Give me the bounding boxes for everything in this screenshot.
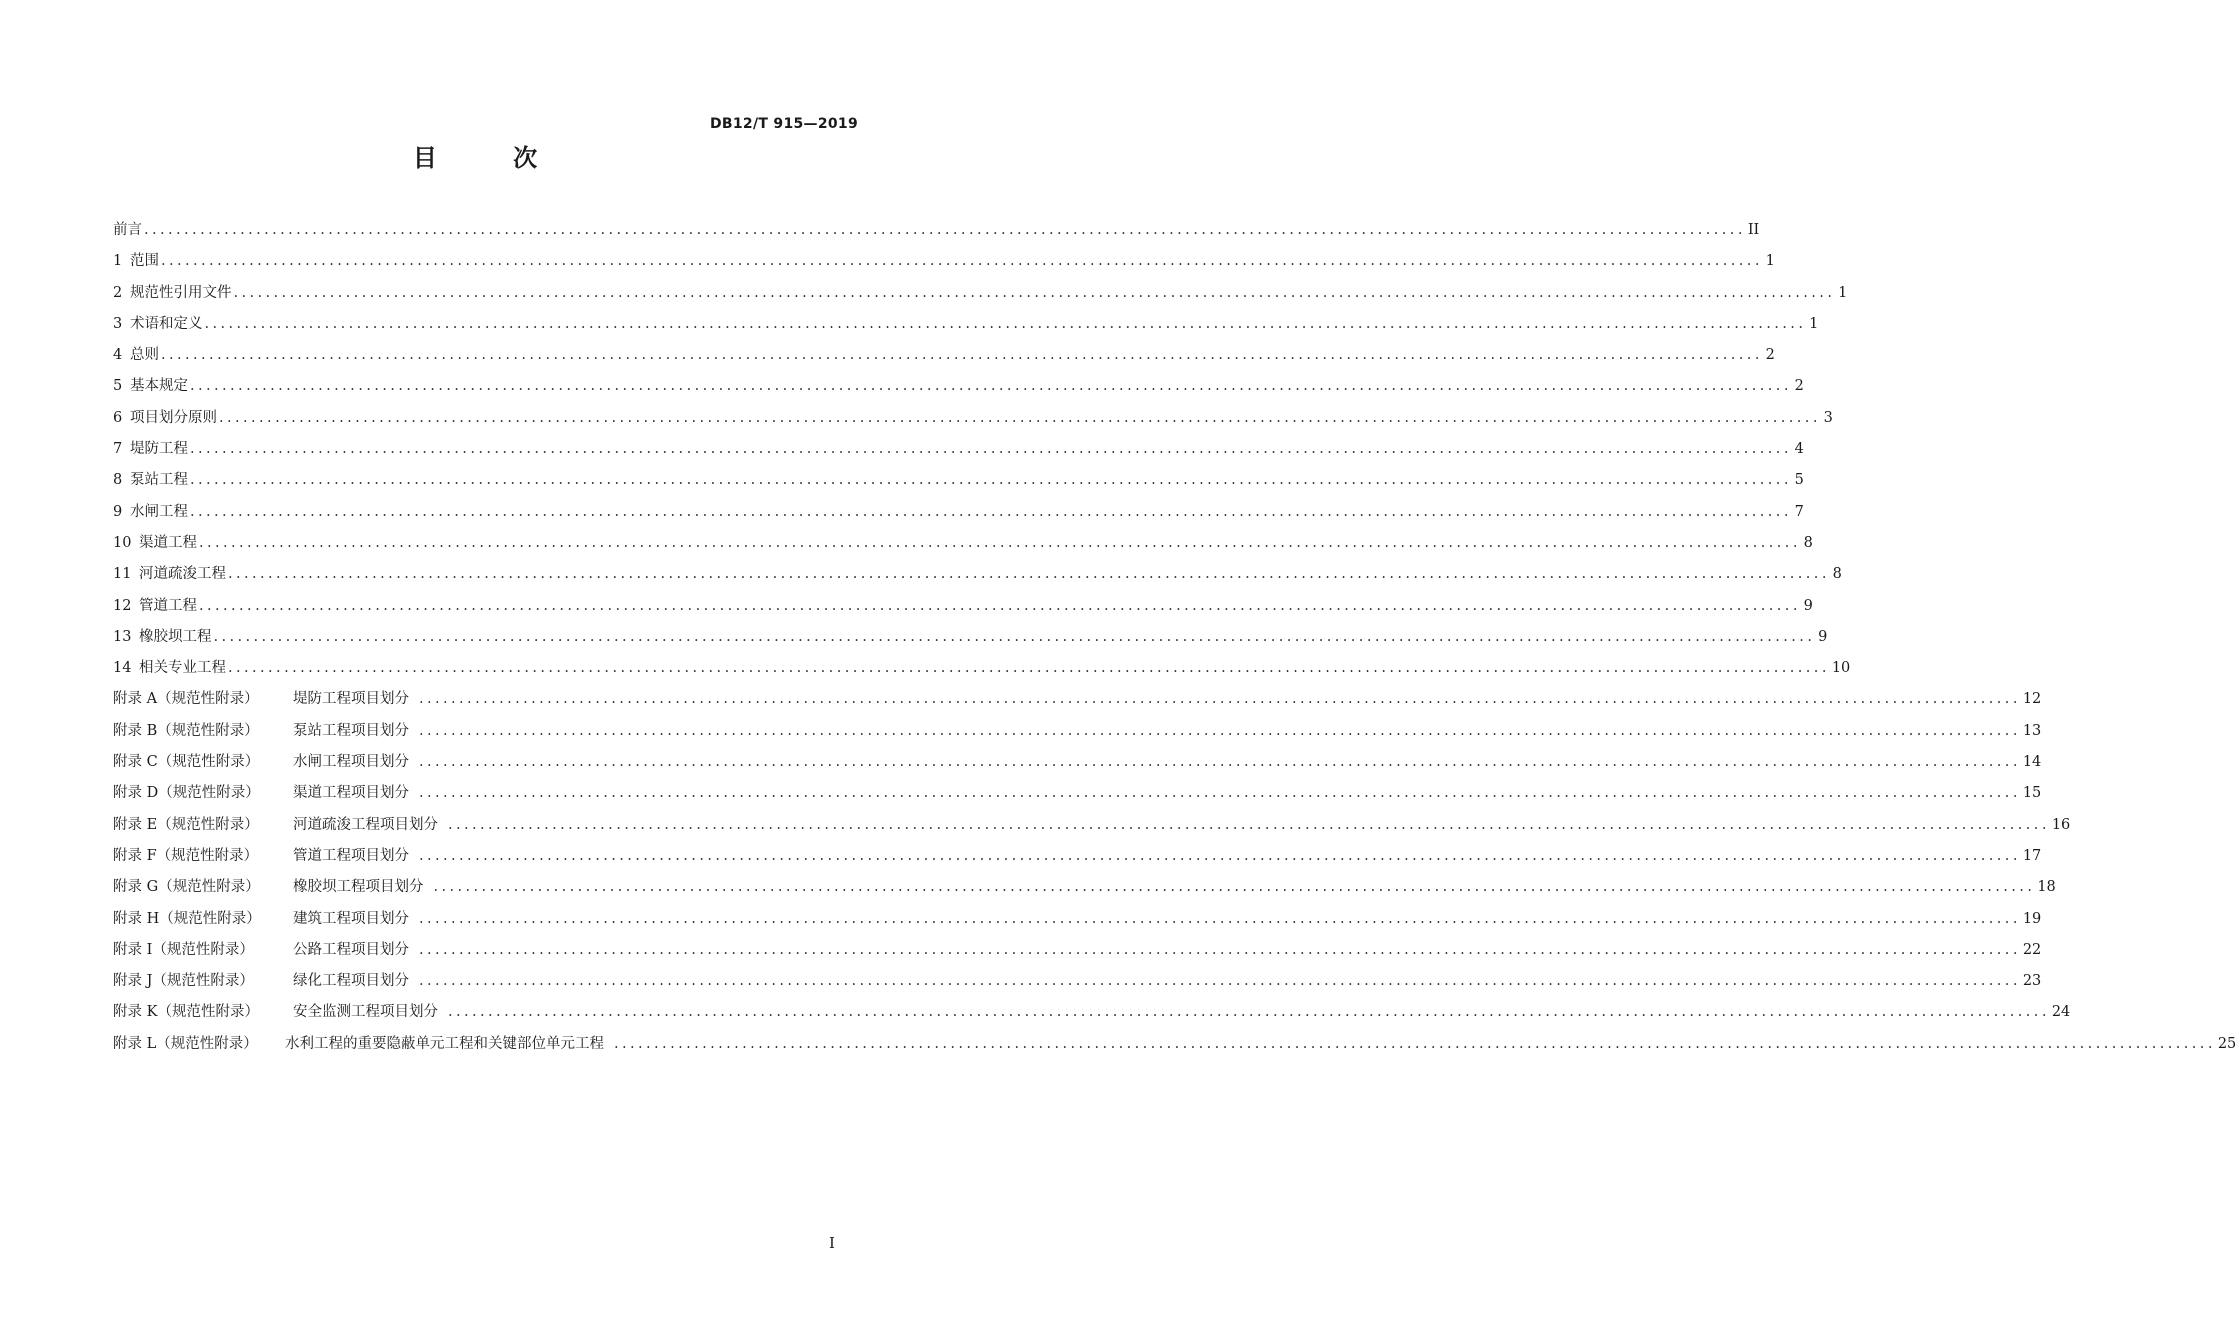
toc-entry-label [113,684,409,715]
toc-entry[interactable] [113,591,1813,622]
toc-entry-title: 管道工程项目划分 [293,847,409,864]
toc-entry-title: 河道疏浚工程 [139,566,226,583]
appendix-id [113,810,293,841]
toc-entry-page: 14 [2022,754,2042,771]
toc-entry[interactable] [113,622,1828,653]
dot-leader: ........................................................................................................................................................................................................ [190,441,1792,458]
dot-leader: ........................................................................................................................................................................................................ [228,566,1830,583]
toc-entry-page: 12 [2022,691,2042,708]
dot-leader: ........................................................................................................................................................................................................ [448,816,2050,833]
toc-entry-page: 25 [2217,1035,2236,1052]
dot-leader: ........................................................................................................................................................................................................ [228,660,1830,677]
toc-entry-number: 1 [113,253,123,270]
appendix-letter: 附录 J [113,973,153,990]
dot-leader: ........................................................................................................................................................................................................ [204,315,1807,332]
toc-entry-title: 术语和定义 [130,315,203,332]
toc-entry-page: 13 [2022,722,2042,739]
toc-entry[interactable] [113,497,1804,528]
toc-entry[interactable] [113,340,1775,371]
toc-entry-number: 13 [113,628,132,645]
toc-entry-appendix[interactable] [113,684,2042,715]
toc-entry-label [113,591,197,622]
toc-entry-number: 7 [113,441,123,458]
toc-entry[interactable] [113,278,1848,309]
toc-entry-page: 2 [1794,378,1804,395]
dot-leader: ........................................................................................................................................................................................................ [233,284,1836,301]
dot-leader: ........................................................................................................................................................................................................ [199,534,1801,551]
toc-entry-title: 泵站工程 [130,472,188,489]
toc-entry-page: 2 [1765,347,1775,364]
dot-leader: ........................................................................................................................................................................................................ [190,472,1792,489]
appendix-letter: 附录 H [113,910,160,927]
dot-leader: ........................................................................................................................................................................................................ [213,628,1816,645]
table-of-contents [113,215,2236,1060]
toc-entry[interactable] [113,653,1851,684]
toc-entry-page: 4 [1794,441,1804,458]
toc-entry[interactable] [113,309,1819,340]
dot-leader: ........................................................................................................................................................................................................ [614,1035,2216,1052]
dot-leader: ........................................................................................................................................................................................................ [419,973,2021,990]
toc-entry-label [113,371,188,402]
toc-entry-appendix[interactable] [113,747,2042,778]
appendix-letter: 附录 L [113,1035,157,1052]
appendix-id [113,904,293,935]
toc-entry-title: 堤防工程项目划分 [293,691,409,708]
toc-entry-label [113,778,409,809]
toc-entry-title: 渠道工程 [139,534,197,551]
toc-entry-title: 项目划分原则 [130,409,217,426]
appendix-letter: 附录 C [113,754,158,771]
toc-entry-title: 绿化工程项目划分 [293,973,409,990]
toc-entry-label [113,1029,604,1060]
toc-entry-title: 渠道工程项目划分 [293,785,409,802]
toc-entry-label [113,340,159,371]
toc-entry-page: 1 [1765,253,1775,270]
appendix-type: （规范性附录） [156,847,259,864]
toc-entry-label [113,997,438,1028]
toc-entry-label [113,810,438,841]
toc-entry[interactable] [113,246,1775,277]
toc-entry-number: 6 [113,409,123,426]
toc-entry-page: 3 [1823,409,1833,426]
toc-entry-page: 24 [2051,1004,2071,1021]
appendix-type: （规范性附录） [152,973,254,990]
toc-entry-title: 总则 [130,347,159,364]
toc-entry-title: 水闸工程项目划分 [293,754,409,771]
dot-leader: ........................................................................................................................................................................................................ [419,691,2021,708]
appendix-type: （规范性附录） [157,691,259,708]
toc-entry-title: 相关专业工程 [139,660,226,677]
toc-entry-label [113,966,409,997]
toc-entry-page: 16 [2051,816,2071,833]
toc-entry-label [113,716,409,747]
toc-entry-label [113,465,188,496]
toc-entry[interactable] [113,465,1804,496]
toc-entry-label [113,528,197,559]
appendix-id [113,841,293,872]
appendix-letter: 附录 A [113,691,158,708]
toc-entry-appendix[interactable] [113,716,2042,747]
toc-entry-label [113,653,226,684]
appendix-type: （规范性附录） [158,785,260,802]
toc-entry-page: 10 [1831,660,1851,677]
toc-entry-number: 10 [113,534,132,551]
toc-entry-appendix[interactable] [113,966,2042,997]
toc-entry-page: 18 [2037,879,2056,896]
toc-entry-appendix[interactable] [113,810,2071,841]
appendix-type: （规范性附录） [157,816,259,833]
toc-entry-appendix[interactable] [113,997,2071,1028]
dot-leader: ........................................................................................................................................................................................................ [419,847,2021,864]
dot-leader: ........................................................................................................................................................................................................ [419,910,2021,927]
appendix-letter: 附录 G [113,879,159,896]
toc-entry-appendix[interactable] [113,904,2042,935]
toc-entry-title: 泵站工程项目划分 [293,722,409,739]
toc-entry-number: 11 [113,566,132,583]
dot-leader: ........................................................................................................................................................................................................ [433,879,2036,896]
appendix-id [113,684,293,715]
toc-entry-page: 9 [1803,597,1813,614]
appendix-letter: 附录 B [113,722,158,739]
appendix-type: （规范性附录） [157,1004,259,1021]
page-title: 目 次 [412,144,572,172]
toc-entry-label [113,434,188,465]
appendix-letter: 附录 F [113,847,157,864]
toc-entry-title: 堤防工程 [130,441,188,458]
toc-entry-title: 规范性引用文件 [130,284,232,301]
dot-leader: ........................................................................................................................................................................................................ [219,409,1821,426]
appendix-id [113,1029,285,1060]
toc-entry-page: 8 [1803,534,1813,551]
appendix-type: （规范性附录） [159,910,261,927]
toc-entry[interactable] [113,559,1842,590]
toc-entry-appendix[interactable] [113,778,2042,809]
dot-leader: ........................................................................................................................................................................................................ [161,253,1763,270]
toc-entry[interactable] [113,371,1804,402]
toc-entry-page: 15 [2022,785,2042,802]
toc-entry-title: 河道疏浚工程项目划分 [293,816,438,833]
dot-leader: ........................................................................................................................................................................................................ [199,597,1801,614]
appendix-type: （规范性附录） [157,754,260,771]
appendix-type: （规范性附录） [158,879,260,896]
appendix-id [113,872,293,903]
toc-entry-title: 基本规定 [130,378,188,395]
appendix-type: （规范性附录） [152,941,254,958]
dot-leader: ........................................................................................................................................................................................................ [190,378,1792,395]
toc-entry-title: 管道工程 [139,597,197,614]
toc-entry-label [113,559,226,590]
toc-entry[interactable] [113,528,1813,559]
toc-entry-appendix[interactable] [113,1029,2236,1060]
toc-entry-preface[interactable] [113,215,1760,246]
toc-entry-appendix[interactable] [113,872,2056,903]
toc-entry-title: 橡胶坝工程 [139,628,212,645]
appendix-letter: 附录 I [113,941,153,958]
toc-entry-number: 3 [113,315,123,332]
toc-entry-label [113,935,409,966]
toc-entry-title: 范围 [130,253,159,270]
toc-entry-number: 2 [113,284,123,301]
toc-entry-page: 1 [1809,315,1819,332]
appendix-type: （规范性附录） [157,722,259,739]
appendix-id [113,716,293,747]
toc-entry-label [113,403,217,434]
toc-entry-title: 安全监测工程项目划分 [293,1004,438,1021]
toc-entry-label [113,904,409,935]
toc-entry-page: 22 [2022,941,2042,958]
appendix-letter: 附录 D [113,785,159,802]
toc-entry-page: 5 [1794,472,1804,489]
appendix-id [113,778,293,809]
appendix-id [113,935,293,966]
appendix-id [113,966,293,997]
toc-entry-title: 建筑工程项目划分 [293,910,409,927]
toc-entry-page: 19 [2022,910,2042,927]
toc-entry-page: 7 [1794,503,1804,520]
dot-leader: ........................................................................................................................................................................................................ [419,941,2021,958]
toc-entry-appendix[interactable] [113,935,2042,966]
dot-leader: ........................................................................................................................................................................................................ [190,503,1792,520]
toc-entry-title: 公路工程项目划分 [293,941,409,958]
dot-leader: ........................................................................................................................................................................................................ [144,222,1746,238]
toc-entry-number: 14 [113,660,132,677]
toc-entry-label [113,872,424,903]
toc-entry-label [113,747,409,778]
toc-entry-appendix[interactable] [113,841,2042,872]
toc-entry-number: 4 [113,347,123,364]
dot-leader: ........................................................................................................................................................................................................ [419,785,2021,802]
appendix-id [113,747,293,778]
toc-entry-title: 水闸工程 [130,503,188,520]
dot-leader: ........................................................................................................................................................................................................ [161,347,1763,364]
appendix-type: （规范性附录） [156,1035,258,1052]
toc-entry-title: 橡胶坝工程项目划分 [293,879,424,896]
toc-entry-page: 8 [1832,566,1842,583]
toc-entry-number: 5 [113,378,123,395]
toc-entry-page: 9 [1818,628,1828,645]
toc-entry-label [113,622,212,653]
dot-leader: ........................................................................................................................................................................................................ [419,754,2021,771]
toc-entry-number: 9 [113,503,123,520]
toc-entry-title: 水利工程的重要隐蔽单元工程和关键部位单元工程 [285,1035,604,1052]
dot-leader: ........................................................................................................................................................................................................ [448,1004,2050,1021]
toc-entry-page: 17 [2022,847,2042,864]
toc-entry-label [113,309,203,340]
page-number: I [829,1234,835,1252]
toc-entry[interactable] [113,434,1804,465]
appendix-letter: 附录 K [113,1004,158,1021]
toc-entry-label [113,278,232,309]
toc-entry-page: 1 [1838,284,1848,301]
toc-entry-number: 8 [113,472,123,489]
appendix-letter: 附录 E [113,816,158,833]
document-code: DB12/T 915—2019 [710,116,858,132]
toc-entry-page: II [1747,222,1760,238]
appendix-id [113,997,293,1028]
toc-entry-number: 12 [113,597,132,614]
toc-entry-label: 前言 [113,222,142,238]
toc-entry-label [113,246,159,277]
toc-entry-label [113,497,188,528]
toc-entry[interactable] [113,403,1833,434]
toc-entry-label [113,841,409,872]
dot-leader: ........................................................................................................................................................................................................ [419,722,2021,739]
toc-entry-page: 23 [2022,973,2042,990]
